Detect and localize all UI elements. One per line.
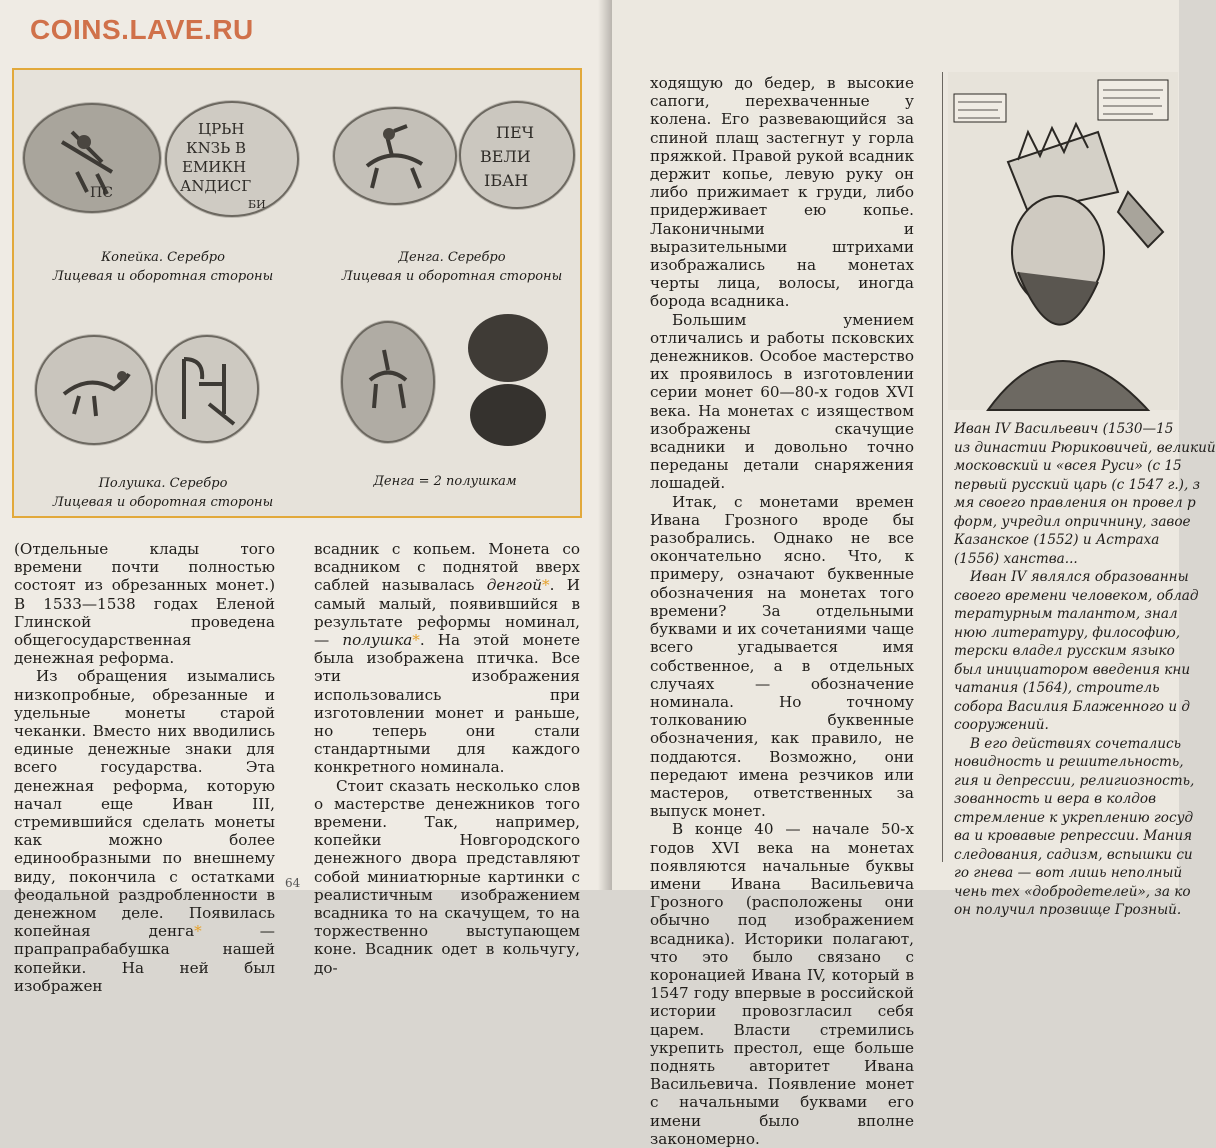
paragraph: Итак, с монетами времен Ивана Грозного вроде бы разобрались. Однако не все окончательно ясно. Что, к примеру, означают буквенные обозначения на монетах того времени? За отдельными буквами и их сочетаниями чаще всего угадывается имя собственное, а в отдельных случаях — обозначение номинала. Но точному толкованию буквенные обозначения, как правило, не поддаются. Возможно, они передают имена резчиков или мастеров, ответственных за выпуск монет. <box>650 492 914 821</box>
right-text-column <box>650 74 914 1148</box>
denga-polushki-caption: Денга = 2 полушкам <box>373 474 517 489</box>
caption-line: зованность и вера в колдов <box>954 791 1156 807</box>
paragraph: ходящую до бедер, в высокие сапоги, перехваченные у колена. Его развевающийся за спиной плащ застегнут у горла пряжкой. Правой рукой всадник держит копье, левую руку он либо прижимает к груди, либо придерживает ею копье. Лаконичными и выразительными штрихами изображались на монетах черты лица, волосы, иногда борода всадника. <box>650 74 914 311</box>
kopeika-caption-title: Копейка. Серебро <box>101 250 225 265</box>
polushka-reverse-image <box>154 334 260 444</box>
kopeika-legend-line: БИ <box>248 198 266 211</box>
paragraph-text: . На этой монете была изображена птичка. Все эти изображения использовались при изготовлении монет и раньше, но теперь они стали стандартными для каждого конкретного номинала. <box>314 631 580 777</box>
term-polushka: полушка <box>342 631 413 650</box>
caption-line: тературным талантом, знал <box>954 606 1178 622</box>
kopeika-caption-subtitle: Лицевая и оборотная стороны <box>52 269 274 284</box>
kopeika-legend-line: ЦРЬН <box>198 120 245 138</box>
ivan-iv-portrait-image <box>948 72 1178 410</box>
caption-line: нюю литературу, философию, <box>954 624 1181 641</box>
polushka-dark-image-bottom <box>470 384 546 446</box>
caption-line: ва и кровавые репрессии. Мания <box>954 828 1193 844</box>
paragraph: Большим умением отличались и работы псковских денежников. Особое мастерство их проявилось в изготовлении серии монет 60—80-х годов XVI века. На монетах с изяществом изображены скачущие всадники и довольно точно переданы детали снаряжения лошадей. <box>650 310 914 493</box>
kopeika-legend-line: ЕМИКН <box>182 158 247 176</box>
paragraph-text: . И самый малый, появившийся в результате реформы номинал, — <box>314 576 581 650</box>
caption-line: форм, учредил опричнину, завое <box>954 513 1191 530</box>
caption-line: Иван IV Васильевич (1530—15 <box>954 421 1174 437</box>
paragraph: Стоит сказать несколько слов о мастерстве денежников того времени. Так, например, копейки Новгородского денежного двора представляют собой миниатюрные картинки с реалистичным изображением всадника то на скачущем, то на торжественно выступающем коне. Всадник одет в кольчугу, до- <box>314 776 580 977</box>
polushka-dark-image-top <box>468 314 548 382</box>
left-text-column-1 <box>14 540 275 995</box>
coin-illustration-panel <box>12 68 582 518</box>
caption-line: из династии Рюриковичей, великий <box>954 439 1216 456</box>
caption-line: новидность и решительность, <box>954 754 1184 770</box>
denga-caption-title: Денга. Серебро <box>398 250 506 265</box>
caption-line: го гнева — вот лишь неполный <box>954 865 1183 881</box>
caption-line: мя своего правления он провел р <box>954 495 1196 511</box>
kopeika-caption <box>20 248 306 286</box>
caption-line: своего времени человеком, облад <box>954 587 1199 604</box>
paragraph: В конце 40 — начале 50-х годов XVI века на монетах появляются начальные буквы имени Ивана Васильевича Грозного (расположены они обычно под изображением всадника). Историки полагают, что это было связано с коронацией Ивана IV, который в 1547 году впервые в российской истории провозгласил себя царем. Власти стремились укрепить престол, еще больше поднять авторитет Ивана Васильевича. Появление монет с начальными буквами его имени было вполне закономерно. <box>650 820 914 1148</box>
watermark: COINS.LAVE.RU <box>30 14 254 45</box>
kopeika-obverse-image <box>22 102 162 214</box>
denga-caption-subtitle: Лицевая и оборотная стороны <box>341 269 563 284</box>
polushka-caption-subtitle: Лицевая и оборотная стороны <box>52 495 274 510</box>
caption-line: московский и «всея Руси» (с 15 <box>954 458 1182 474</box>
caption-line: он получил прозвище Грозный. <box>954 902 1182 918</box>
caption-line: Казанское (1552) и Астраха <box>954 532 1160 548</box>
portrait-caption <box>954 420 1216 920</box>
caption-line: В его действиях сочетались <box>970 735 1182 752</box>
svg-text:ПС: ПС <box>90 185 113 201</box>
paragraph <box>14 667 275 995</box>
right-page <box>612 0 1216 1148</box>
left-page <box>0 0 612 995</box>
term-denga: денгой <box>486 576 542 595</box>
left-text-column-2 <box>314 540 580 977</box>
kopeika-legend-line: КNЗЬ В <box>186 139 246 157</box>
paragraph: (Отдельные клады того времени почти полностью состоят из обрезанных монет.) В 1533—1538 годах Еленой Глинской проведена общегосударственная денежная реформа. <box>14 540 275 668</box>
caption-line: сооружений. <box>954 717 1049 733</box>
denga-caption <box>314 248 590 286</box>
kopeika-legend-line: АNДИСГ <box>180 177 252 195</box>
denga-reverse-image <box>458 100 576 210</box>
polushka-caption <box>20 474 306 512</box>
kopeika-reverse-image <box>164 100 300 218</box>
caption-line: терски владел русским языко <box>954 643 1175 659</box>
denga-legend-line: ПЕЧ <box>496 123 534 142</box>
sidebar-divider <box>942 72 943 862</box>
paragraph-text: — прапрапрабабушка нашей копейки. На ней был изображен <box>14 922 275 995</box>
caption-line: следования, садизм, вспышки си <box>954 846 1193 863</box>
denga-obverse-image <box>332 106 458 206</box>
caption-line: Иван IV являлся образованны <box>970 569 1189 585</box>
paragraph-text: Из обращения изымались низкопробные, обрезанные и удельные монеты старой чеканки. Вместо них вводились единые денежные знаки для всего государства. Эта денежная реформа, которую начал еще Иван III, стремившийся сделать монеты как можно более единообразными по внешнему виду, покончила с остатками феодальной раздробленности в денежном деле. Появилась копейная денга <box>14 667 275 941</box>
caption-line: (1556) ханства... <box>954 550 1078 567</box>
paragraph-text: всадник с копьем. Монета со всадником с поднятой вверх саблей называлась <box>314 540 580 595</box>
denga-legend-line: ВЕЛИ <box>480 147 531 166</box>
caption-line: стремление к укреплению госуд <box>954 809 1194 826</box>
caption-line: гия и депрессии, религиозность, <box>954 772 1195 789</box>
caption-line: первый русский царь (с 1547 г.), з <box>954 476 1201 493</box>
caption-line: чень тех «добродетелей», за ко <box>954 883 1191 900</box>
footnote-star: * <box>194 922 202 941</box>
page-number: 64 <box>285 876 301 890</box>
footnote-star: * <box>412 631 420 650</box>
footnote-star: * <box>542 576 550 595</box>
paragraph <box>314 540 580 777</box>
caption-line: был инициатором введения кни <box>954 661 1191 678</box>
polushka-caption-title: Полушка. Серебро <box>98 476 228 491</box>
caption-line: чатания (1564), строитель <box>954 680 1160 696</box>
denga-small-image <box>340 320 436 444</box>
polushka-obverse-image <box>34 334 154 446</box>
denga-legend-line: IБАН <box>484 171 529 190</box>
caption-line: собора Василия Блаженного и д <box>954 698 1191 715</box>
